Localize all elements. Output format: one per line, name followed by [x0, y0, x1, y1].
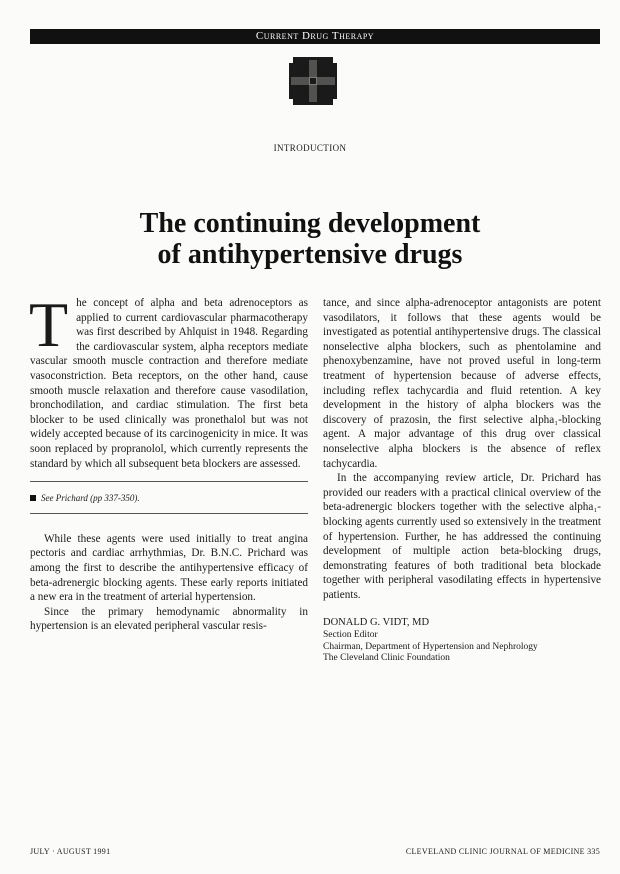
author-signature: [323, 616, 601, 665]
paragraph-review: In the accompanying review article, Dr. Prichard has provided our readers with a practical clinical overview of the beta-adrenergic blockers together with the selective alpha₁-blocking agents currently used so extensively in the treatment of hypertension. Further, he has addressed the continuing development of multiple action beta-blocking drugs, demonstrating features of both traditional beta blockade together with peripheral vasodilating effects in hypertensive patients.: [323, 472, 601, 601]
paragraph-intro-text: he concept of alpha and beta adrenoceptors as applied to current cardiovascular pharmacotherapy was first described by Ahlquist in 1948. Regarding the cardiovascular system, alpha receptors mediate vascular smooth muscle contraction and therefore mediate vasoconstriction. Beta receptors, on the other hand, cause smooth muscle relaxation and therefore cause vasodilation, bronchodilation, and cardiac stimulation. The first beta blocker to be used clinically was pronethalol but was not widely accepted because of its carcinogenicity in mice. It was soon replaced by propranolol, which currently represents the standard by which all subsequent beta blockers are assessed.: [30, 297, 308, 470]
footer-journal-page: CLEVELAND CLINIC JOURNAL OF MEDICINE 335: [405, 847, 600, 856]
article-title: [0, 208, 620, 270]
section-label: INTRODUCTION: [273, 143, 347, 153]
section-banner: Current Drug Therapy: [30, 29, 600, 44]
author-institution: The Cleveland Clinic Foundation: [323, 653, 450, 664]
paragraph-hemodynamic: Since the primary hemodynamic abnormality in hypertension is an elevated peripheral vascular resis-: [30, 605, 308, 633]
author-affiliation: Chairman, Department of Hypertension and Nephrology: [323, 641, 538, 652]
drop-cap: T: [29, 289, 69, 360]
see-reference-link[interactable]: See Prichard (pp 337-350).: [41, 493, 140, 504]
title-line-1: The continuing development: [139, 208, 481, 239]
see-reference-box: [30, 481, 308, 514]
cross-logo-icon: [289, 57, 337, 105]
paragraph-intro: [29, 289, 308, 471]
square-bullet-icon: [30, 495, 36, 501]
paragraph-alpha-blockers: tance, and since alpha-adrenoceptor antagonists are potent vasodilators, it follows that these agents would be investigated as potential antihypertensive drugs. The classical nonselective alpha blockers, such as phentolamine and phenoxybenzamine, have not proved useful in long-term treatment of hypertension because of adverse effects, including reflex tachycardia and fluid retention. A key development in the history of alpha blockers was the discovery of prazosin, the first selective alpha₁-blocking agent. A major advantage of this drug over classical nonselective alpha blockers is the absence of reflex tachycardia.: [323, 297, 601, 470]
author-role: Section Editor: [323, 630, 378, 641]
right-column: [323, 296, 601, 665]
footer-date: JULY · AUGUST 1991: [30, 847, 111, 856]
title-line-2: of antihypertensive drugs: [157, 239, 463, 270]
paragraph-agents: While these agents were used initially to treat angina pectoris and cardiac arrhythmias, Dr. B.N.C. Prichard was among the first to describe the antihypertensive efficacy of beta-adrenergic blocking agents. These early reports initiated a new era in the treatment of arterial hypertension.: [30, 532, 308, 604]
left-column: [29, 289, 308, 634]
author-name: DONALD G. VIDT, MD: [323, 617, 430, 629]
